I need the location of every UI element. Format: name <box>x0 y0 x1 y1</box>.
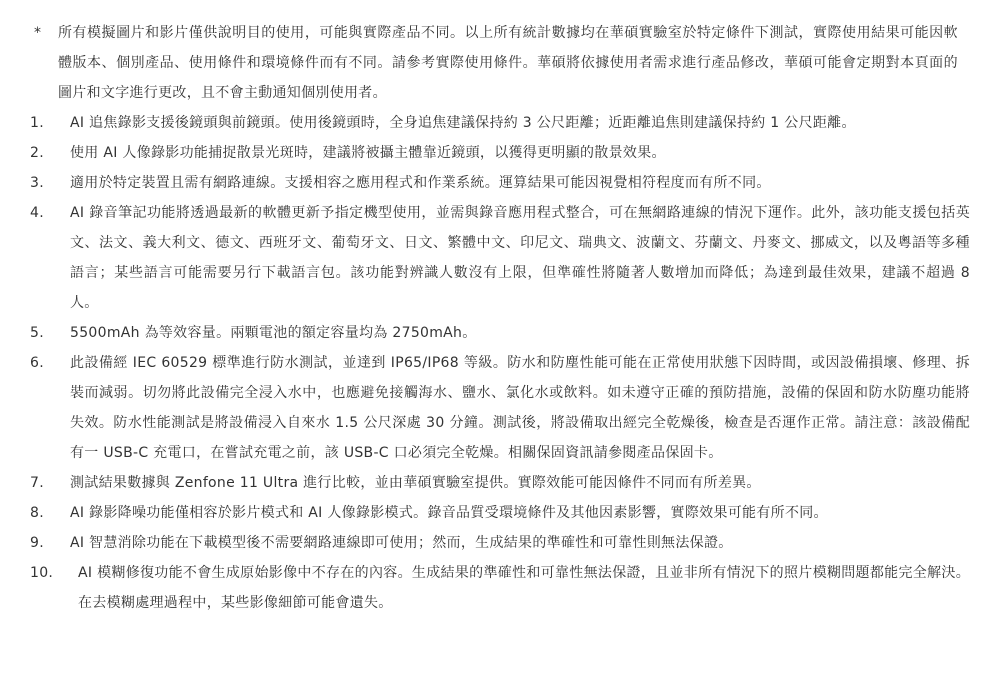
footnote-text: AI 模糊修復功能不會生成原始影像中不存在的內容。生成結果的準確性和可靠性無法保證，且並非所有情況下的照片模糊問題都能完全解決。在去模糊處理過程中，某些影像細節可能會遺失。 <box>78 565 970 611</box>
footnote-number: 2. <box>30 145 44 161</box>
asterisk-marker: * <box>34 25 42 41</box>
disclaimer-intro-text: 所有模擬圖片和影片僅供說明目的使用，可能與實際產品不同。以上所有統計數據均在華碩實驗室於特定條件下測試，實際使用結果可能因軟體版本、個別產品、使用條件和環境條件而有不同。請參考實際使用條件。華碩將依據使用者需求進行產品修改，華碩可能會定期對本頁面的圖片和文字進行更改，且不會主動通知個別使用者。 <box>58 25 958 101</box>
footnote-number: 10. <box>30 565 54 581</box>
footnote-6 <box>0 348 1000 468</box>
footnote-number: 1. <box>30 115 44 131</box>
footnote-text: 此設備經 IEC 60529 標準進行防水測試，並達到 IP65/IP68 等級。防水和防塵性能可能在正常使用狀態下因時間，或因設備損壞、修理、拆裝而減弱。切勿將此設備完全浸入水中，也應避免接觸海水、鹽水、氯化水或飲料。如未遵守正確的預防措施，設備的保固和防水防塵功能將失效。防水性能測試是將設備浸入自來水 1.5 公尺深處 30 分鐘。測試後，將設備取出經完全乾燥後，檢查是否運作正常。請注意：該設備配有一 USB-C 充電口，在嘗試充電之前，該 USB-C 口必須完全乾燥。相關保固資訊請參閱產品保固卡。 <box>70 355 970 461</box>
footnote-10 <box>0 558 1000 618</box>
footnote-2 <box>0 138 1000 168</box>
footnote-number: 4. <box>30 205 44 221</box>
footnote-text: AI 追焦錄影支援後鏡頭與前鏡頭。使用後鏡頭時，全身追焦建議保持約 3 公尺距離；近距離追焦則建議保持約 1 公尺距離。 <box>70 115 856 131</box>
footnote-number: 8. <box>30 505 44 521</box>
footnote-7 <box>0 468 1000 498</box>
footnote-text: AI 智慧消除功能在下載模型後不需要網路連線即可使用；然而，生成結果的準確性和可靠性則無法保證。 <box>70 535 733 551</box>
footnote-number: 5. <box>30 325 44 341</box>
footnote-number: 9. <box>30 535 44 551</box>
footnote-number: 6. <box>30 355 44 371</box>
footnote-5 <box>0 318 1000 348</box>
footnote-9 <box>0 528 1000 558</box>
footnote-text: 測試結果數據與 Zenfone 11 Ultra 進行比較，並由華碩實驗室提供。實際效能可能因條件不同而有所差異。 <box>70 475 761 491</box>
footnote-4 <box>0 198 1000 318</box>
disclaimer-intro <box>0 18 1000 108</box>
footnote-3 <box>0 168 1000 198</box>
footnote-text: AI 錄音筆記功能將透過最新的軟體更新予指定機型使用，並需與錄音應用程式整合，可在無網路連線的情況下運作。此外，該功能支援包括英文、法文、義大利文、德文、西班牙文、葡萄牙文、日文、繁體中文、印尼文、瑞典文、波蘭文、芬蘭文、丹麥文、挪威文，以及粵語等多種語言；某些語言可能需要另行下載語言包。該功能對辨識人數沒有上限，但準確性將隨著人數增加而降低；為達到最佳效果，建議不超過 8 人。 <box>70 205 970 311</box>
footnote-text: 5500mAh 為等效容量。兩顆電池的額定容量均為 2750mAh。 <box>70 325 477 341</box>
footnote-text: 適用於特定裝置且需有網路連線。支援相容之應用程式和作業系統。運算結果可能因視覺相符程度而有所不同。 <box>70 175 771 191</box>
footnote-text: AI 錄影降噪功能僅相容於影片模式和 AI 人像錄影模式。錄音品質受環境條件及其他因素影響，實際效果可能有所不同。 <box>70 505 828 521</box>
footnote-text: 使用 AI 人像錄影功能捕捉散景光斑時，建議將被攝主體靠近鏡頭，以獲得更明顯的散景效果。 <box>70 145 666 161</box>
footnote-number: 3. <box>30 175 44 191</box>
footnote-1 <box>0 108 1000 138</box>
footnote-8 <box>0 498 1000 528</box>
footnote-number: 7. <box>30 475 44 491</box>
